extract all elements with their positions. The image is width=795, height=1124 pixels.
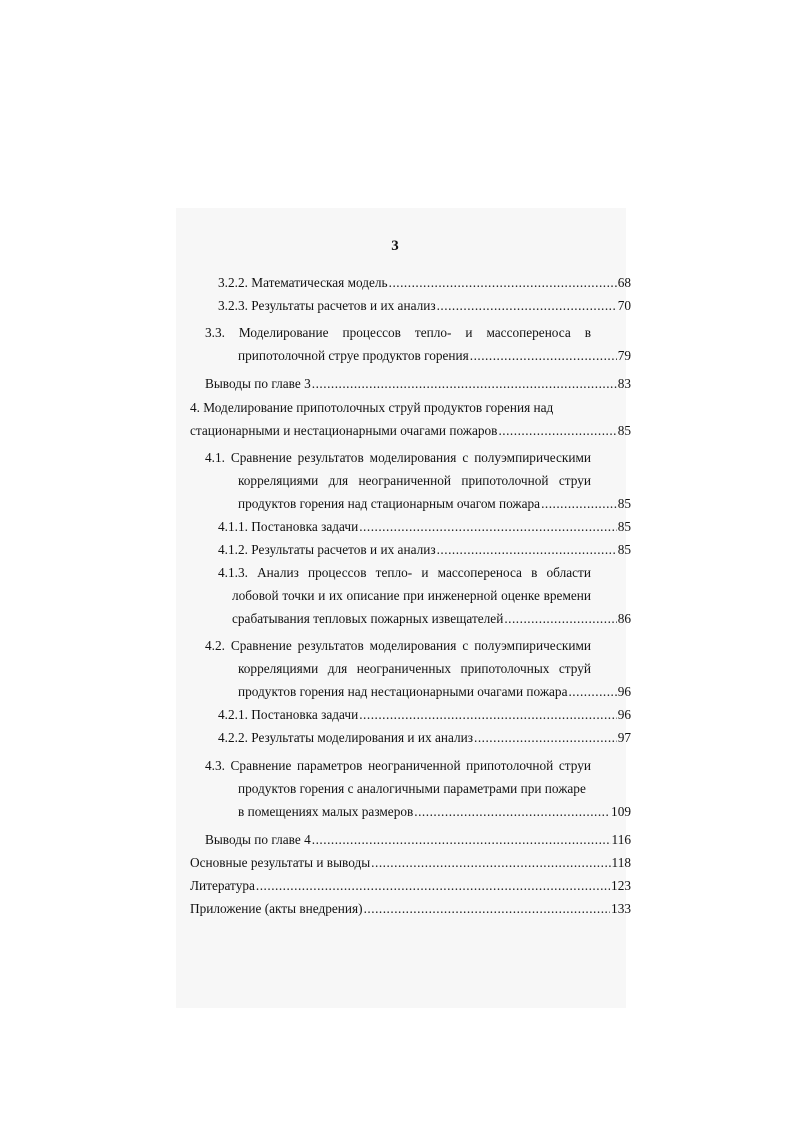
toc-entry-4-1-line2: корреляциями для неограниченной припотолочной струи [238, 473, 591, 488]
toc-entry-title: 4.2.1. Постановка задачи [218, 707, 359, 722]
leader-dots [364, 898, 610, 920]
toc-entry-3-2-3 [218, 295, 631, 317]
leader-dots [470, 345, 617, 367]
toc-entry-title: припотолочной струе продуктов горения [238, 348, 469, 363]
toc-entry-4-1-2 [218, 539, 631, 561]
toc-entry-literature [190, 875, 631, 897]
toc-entry-title: Приложение (акты внедрения) [190, 901, 363, 916]
leader-dots [389, 272, 617, 294]
toc-entry-title: 4.1.2. Результаты расчетов и их анализ [218, 542, 436, 557]
toc-page-number: 109 [611, 804, 631, 819]
toc-entry-main-results [190, 852, 631, 874]
leader-dots [359, 516, 616, 538]
toc-page-number: 85 [617, 423, 631, 438]
toc-page-number: 85 [617, 542, 631, 557]
toc-page-number: 83 [617, 376, 631, 391]
toc-page-number: 116 [611, 832, 631, 847]
leader-dots [541, 493, 617, 515]
toc-page-number: 85 [617, 496, 631, 511]
toc-page-number: 85 [617, 519, 631, 534]
toc-entry-4-1-line1: 4.1. Сравнение результатов моделирования с полуэмпирическими [205, 450, 591, 465]
toc-entry-4-1-3-line2: лобовой точки и их описание при инженерной оценке времени [232, 588, 591, 603]
toc-entry-title: Выводы по главе 4 [205, 832, 311, 847]
toc-entry-4-2-line1: 4.2. Сравнение результатов моделирования с полуэмпирическими [205, 638, 591, 653]
toc-page-number: 96 [617, 707, 631, 722]
leader-dots [312, 829, 611, 851]
toc-entry-appendix [190, 898, 631, 920]
toc-entry-title: продуктов горения над стационарным очагом пожара [238, 496, 541, 511]
toc-entry-conclusions-4 [205, 829, 631, 851]
toc-entry-title: 4.2.2. Результаты моделирования и их анализ [218, 730, 473, 745]
toc-page-number: 97 [617, 730, 631, 745]
toc-entry-4-2-line3 [238, 681, 631, 703]
toc-page-number: 68 [617, 275, 631, 290]
toc-entry-title: срабатывания тепловых пожарных извещателей [232, 611, 504, 626]
toc-entry-title: Основные результаты и выводы [190, 855, 371, 870]
leader-dots [414, 801, 610, 823]
toc-entry-title: в помещениях малых размеров [238, 804, 414, 819]
leader-dots [437, 295, 617, 317]
toc-entry-title: Выводы по главе 3 [205, 376, 311, 391]
toc-page-number: 70 [617, 298, 631, 313]
leader-dots [498, 420, 616, 442]
toc-page-number: 79 [617, 348, 631, 363]
leader-dots [359, 704, 616, 726]
leader-dots [474, 727, 617, 749]
toc-entry-title: 3.2.2. Математическая модель [218, 275, 388, 290]
toc-entry-4-1-line3 [238, 493, 631, 515]
toc-page-number: 123 [611, 878, 631, 893]
toc-entry-title: продуктов горения над нестационарными очагами пожара [238, 684, 568, 699]
toc-entry-title: 4.1.1. Постановка задачи [218, 519, 359, 534]
toc-entry-3-3-line2 [238, 345, 631, 367]
toc-entry-4-2-line2: корреляциями для неограниченных припотолочных струй [238, 661, 591, 676]
toc-entry-4-line1: 4. Моделирование припотолочных струй продуктов горения над [190, 400, 554, 415]
leader-dots [568, 681, 616, 703]
toc-page-number: 133 [611, 901, 631, 916]
leader-dots [504, 608, 616, 630]
leader-dots [437, 539, 617, 561]
leader-dots [371, 852, 610, 874]
toc-entry-3-3-line1: 3.3. Моделирование процессов тепло- и массопереноса в [205, 325, 591, 340]
leader-dots [312, 373, 617, 395]
leader-dots [256, 875, 610, 897]
toc-entry-title: стационарными и нестационарными очагами пожаров [190, 423, 498, 438]
toc-page-number: 86 [617, 611, 631, 626]
toc-entry-4-2-1 [218, 704, 631, 726]
toc-entry-conclusions-3 [205, 373, 631, 395]
toc-entry-4-1-3-line3 [232, 608, 631, 630]
page-number: 3 [391, 238, 399, 254]
toc-page-number: 96 [617, 684, 631, 699]
toc-page-number: 118 [611, 855, 631, 870]
toc-entry-4-1-1 [218, 516, 631, 538]
toc-entry-4-1-3-line1: 4.1.3. Анализ процессов тепло- и массопереноса в области [218, 565, 591, 580]
toc-entry-4-3-line3 [238, 801, 631, 823]
toc-entry-4-3-line1: 4.3. Сравнение параметров неограниченной припотолочной струи [205, 758, 591, 773]
toc-entry-4-line2 [190, 420, 631, 442]
toc-entry-title: 3.2.3. Результаты расчетов и их анализ [218, 298, 436, 313]
toc-entry-3-2-2 [218, 272, 631, 294]
toc-entry-4-2-2 [218, 727, 631, 749]
toc-entry-4-3-line2: продуктов горения с аналогичными параметрами при пожаре [238, 781, 586, 796]
toc-entry-title: Литература [190, 878, 255, 893]
